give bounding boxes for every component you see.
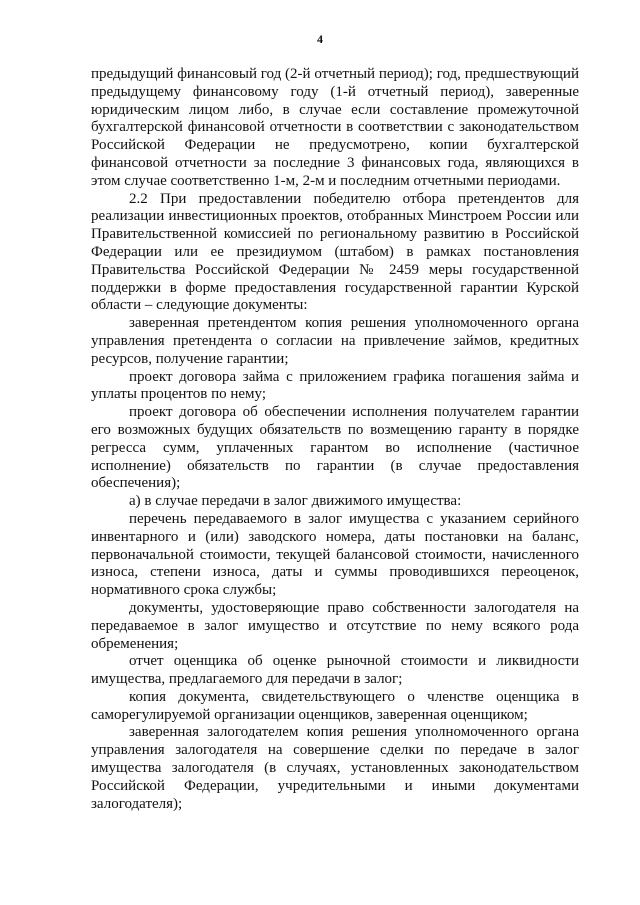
page-number: 4 (317, 32, 323, 46)
paragraph-property-list: перечень передаваемого в залог имущества с указанием серийного инвентарного и (или) заводского номера, даты постановки на баланс, первоначальной стоимости, текущей балансовой стоимости, начисленного износа, степени износа, даты и суммы проводившихся переоценок, нормативного срока службы; (91, 510, 579, 599)
paragraph-security-agreement: проект договора об обеспечении исполнения получателем гарантии его возможных будущих обязательств по возмещению гаранту в порядке регресса сумм, уплаченных гарантом во исполнение (частичное исполнение) обязательств по гарантии (в случае предоставления обеспечения); (91, 404, 579, 492)
paragraph-continuation: предыдущий финансовый год (2-й отчетный период); год, предшествующий предыдущему финансовому году (1-й отчетный период), заверенные юридическим лицом либо, в случае если составление промежуточной бухгалтерской финансовой отчетности в соответствии с законодательством Российской Федерации не предусмотрено, копии бухгалтерской финансовой отчетности за последние 3 финансовых года, являющихся в этом случае соответственно 1-м, 2-м и последним отчетными периодами. (91, 66, 579, 189)
paragraph-ownership-documents: документы, удостоверяющие право собственности залогодателя на передаваемое в залог имущество и отсутствие по нему всякого рода обременения; (91, 599, 579, 652)
paragraph-appraiser-membership: копия документа, свидетельствующего о членстве оценщика в саморегулируемой организации оценщиков, заверенная оценщиком; (91, 688, 579, 723)
paragraph-loan-agreement: проект договора займа с приложением графика погашения займа и уплаты процентов по нему; (91, 368, 579, 403)
paragraph-movable-property: а) в случае передачи в залог движимого имущества: (129, 493, 462, 510)
paragraph-decision-copy: заверенная претендентом копия решения уполномоченного органа управления претендента о согласии на привлечение займов, кредитных ресурсов, получение гарантии; (91, 315, 579, 367)
document-body (91, 66, 579, 813)
paragraph-section-2-2: 2.2 При предоставлении победителю отбора претендентов для реализации инвестиционных проектов, отобранных Минстроем России или Правительственной комиссией по региональному развитию в Российской Федерации или ее президиумом (штабом) в рамках постановления Правительства Российской Федерации № 2459 меры государственной поддержки в форме предоставления государственной гарантии Курской области – следующие документы: (91, 190, 579, 314)
paragraph-pledgor-decision: заверенная залогодателем копия решения уполномоченного органа управления залогодателя на совершение сделки по передаче в залог имущества залогодателя (в случаях, установленных законодательством Российской Федерации, учредительными и иными документами залогодателя); (91, 724, 579, 812)
paragraph-appraisal-report: отчет оценщика об оценке рыночной стоимости и ликвидности имущества, предлагаемого для передачи в залог; (91, 653, 579, 688)
